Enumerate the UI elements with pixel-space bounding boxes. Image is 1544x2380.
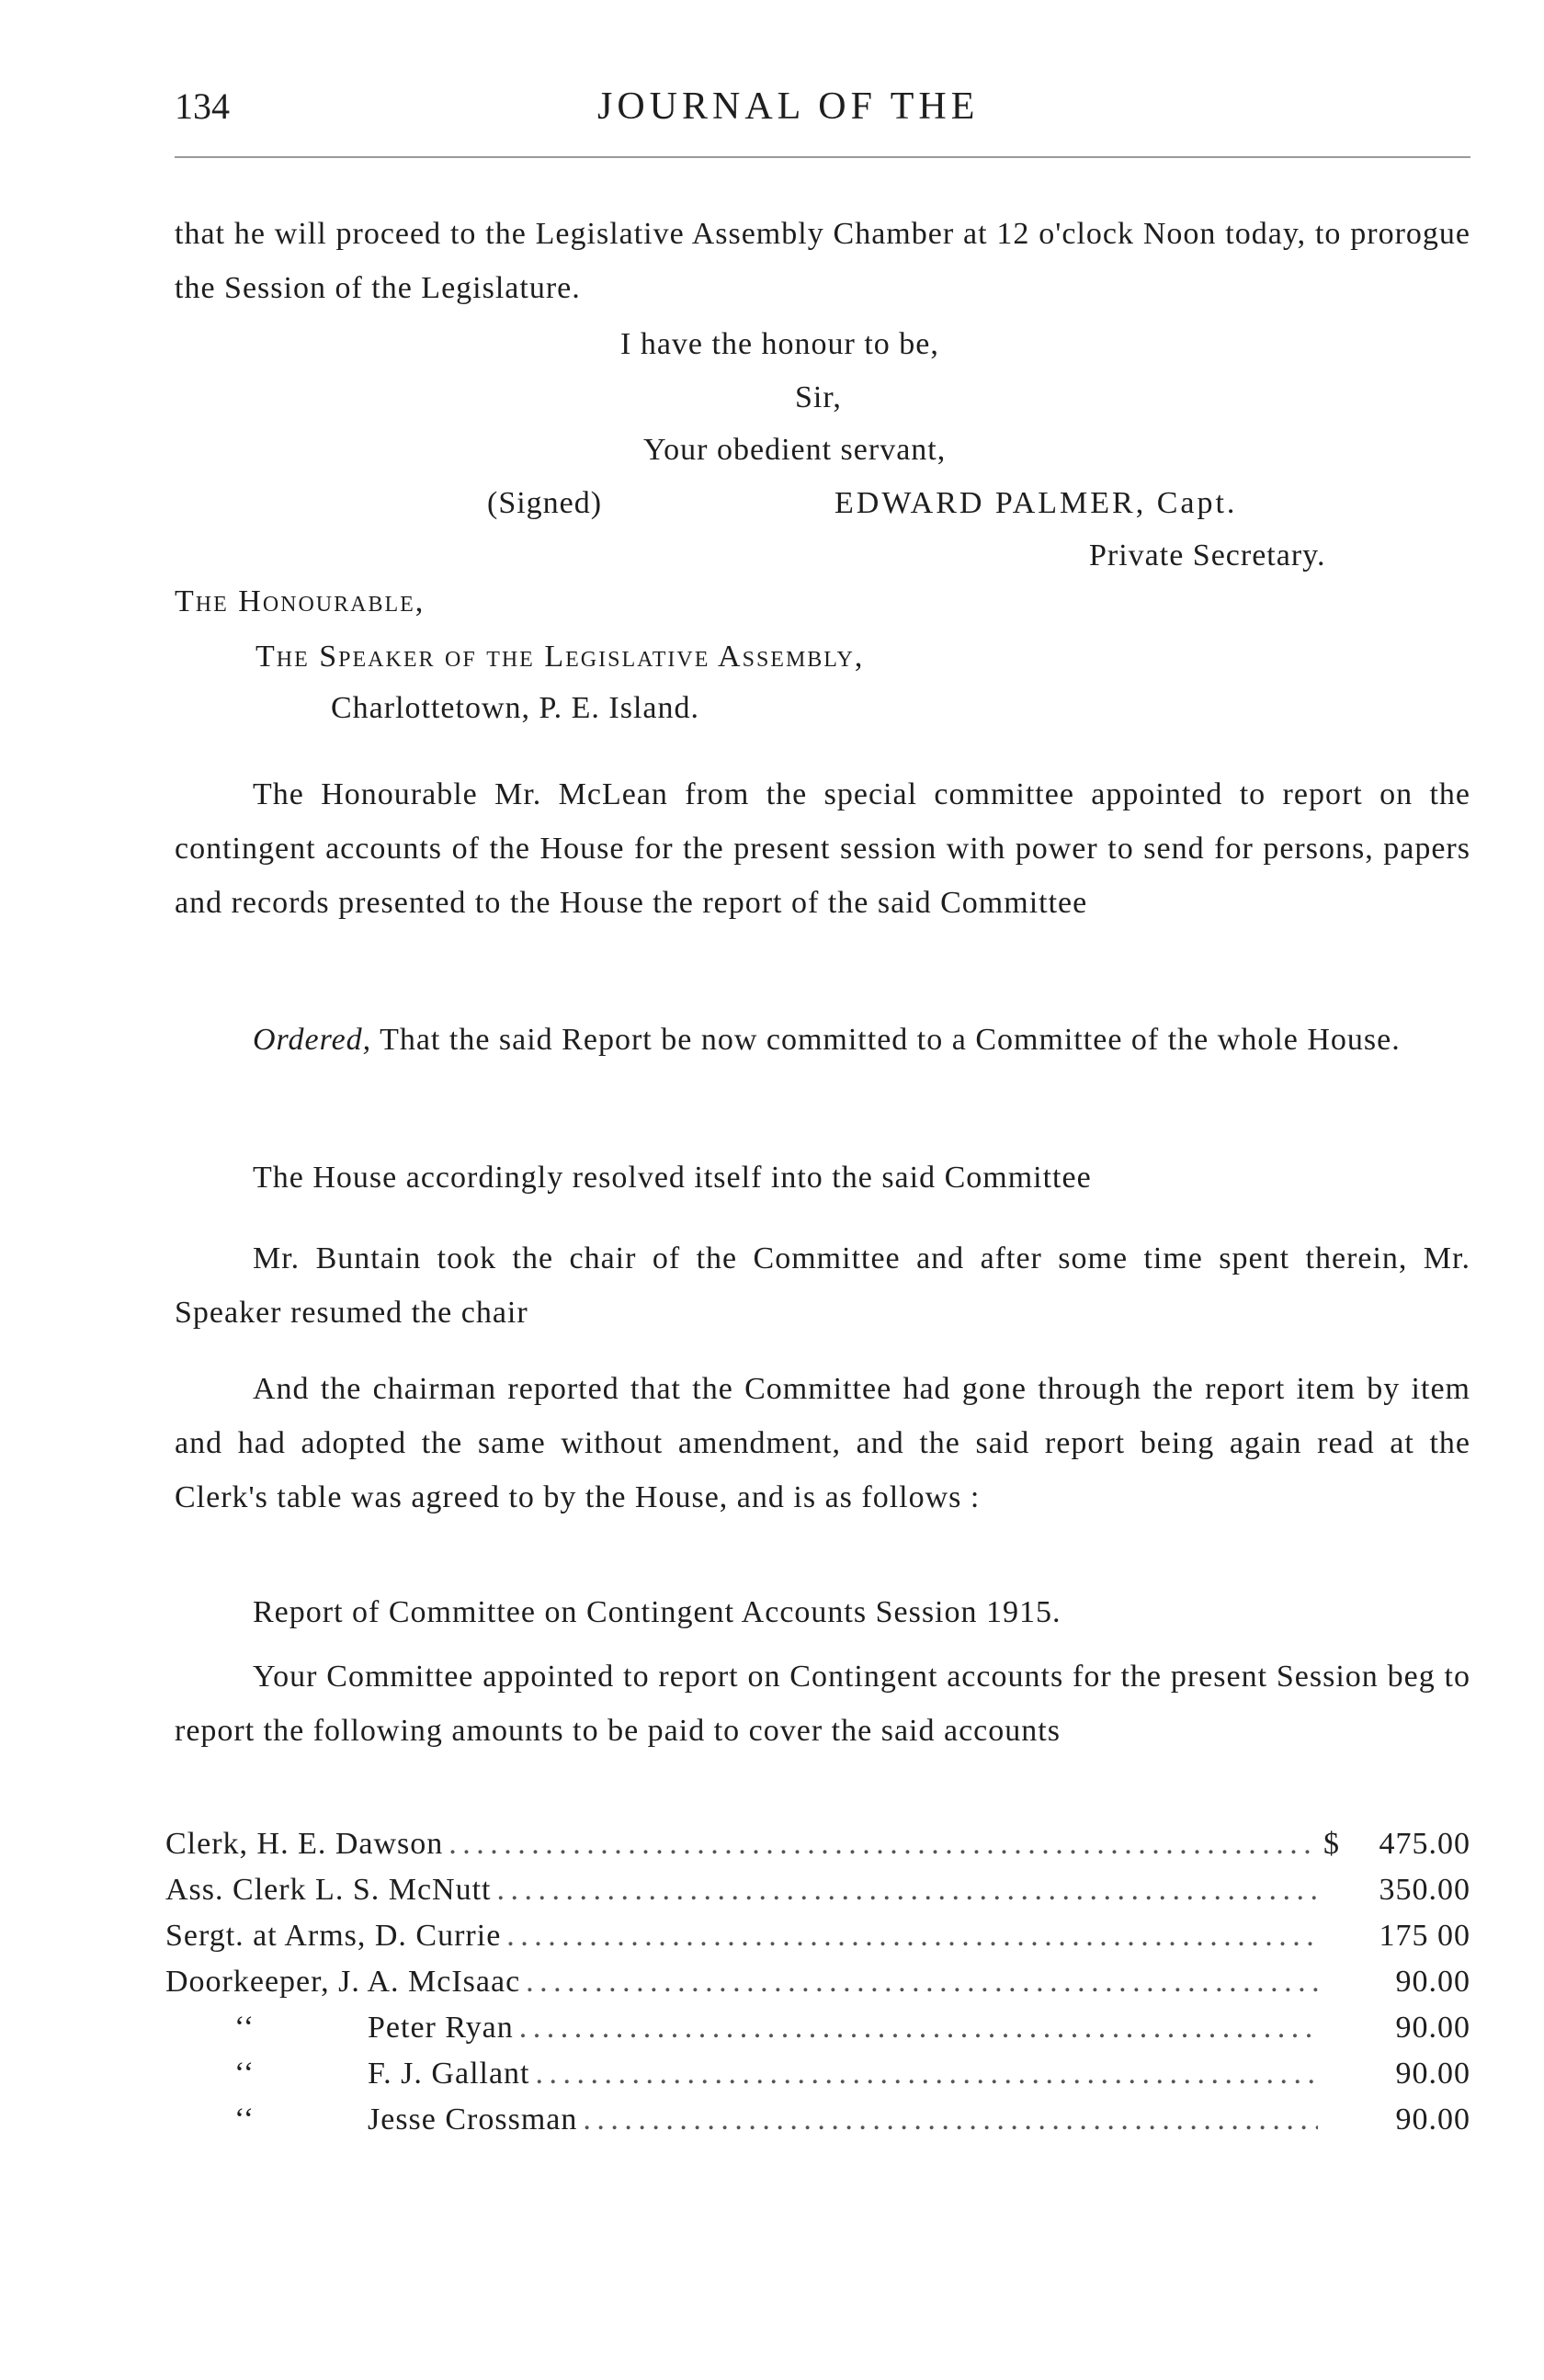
account-label: F. J. Gallant	[368, 2057, 530, 2091]
ditto-mark: ‘‘	[234, 2057, 255, 2091]
dot-leader	[583, 2102, 1318, 2137]
letter-closing-sir: Sir,	[795, 380, 842, 414]
letter-closing-servant: Your obedient servant,	[643, 433, 947, 467]
signatory-title: Private Secretary.	[1089, 538, 1326, 572]
account-row	[165, 1873, 1470, 1919]
account-amount: 90.00	[1395, 2011, 1470, 2045]
paragraph-committee-report: The Honourable Mr. McLean from the special committee appointed to report on the contingent accounts of the House for the present session with power to send for persons, papers and records presented to the House the report of the said Committee	[175, 777, 1470, 920]
account-label: Doorkeeper, J. A. McIsaac	[165, 1965, 521, 1999]
accounts-list	[165, 1827, 1470, 2148]
account-row	[165, 1827, 1470, 1873]
address-line-3: Charlottetown, P. E. Island.	[331, 691, 700, 725]
account-label: Peter Ryan	[368, 2011, 514, 2045]
account-amount: 90.00	[1395, 1965, 1470, 1999]
account-row	[165, 2011, 1470, 2057]
dot-leader	[506, 1919, 1318, 1954]
ordered-label: Ordered,	[253, 1023, 372, 1057]
paragraph-report-title: Report of Committee on Contingent Accounts Session 1915.	[253, 1595, 1062, 1629]
page-number: 134	[175, 85, 230, 127]
paragraph-ordered	[175, 1013, 1470, 1067]
account-row	[165, 1919, 1470, 1965]
ditto-mark: ‘‘	[234, 2011, 255, 2045]
dot-leader	[526, 1965, 1318, 2000]
header-rule	[175, 156, 1470, 158]
address-line-1: The Honourable,	[175, 584, 426, 618]
dot-leader	[497, 1873, 1319, 1908]
currency-symbol: $	[1323, 1827, 1340, 1861]
signed-label: (Signed)	[487, 486, 603, 520]
address-line-2: The Speaker of the Legislative Assembly,	[255, 640, 865, 674]
dot-leader	[519, 2011, 1318, 2046]
running-title: JOURNAL OF THE	[597, 85, 980, 128]
account-row	[165, 2102, 1470, 2148]
account-label: Sergt. at Arms, D. Currie	[165, 1919, 502, 1953]
account-amount: 175 00	[1379, 1919, 1470, 1953]
account-amount: 475.00	[1379, 1827, 1470, 1861]
page-header	[175, 85, 1470, 140]
account-amount: 350.00	[1379, 1873, 1470, 1907]
account-amount: 90.00	[1395, 2057, 1470, 2091]
account-label: Clerk, H. E. Dawson	[165, 1827, 444, 1861]
dot-leader	[536, 2057, 1319, 2091]
paragraph-committee-appointed: Your Committee appointed to report on Contingent accounts for the present Session beg to report the following amounts to be paid to cover the said accounts	[175, 1660, 1470, 1748]
account-row	[165, 2057, 1470, 2102]
ditto-mark: ‘‘	[234, 2102, 255, 2136]
paragraph-chairman-reported: And the chairman reported that the Committee had gone through the report item by item and had adopted the same without amendment, and the said report being again read at the Clerk's table was agreed to by the House, and is as follows :	[175, 1372, 1470, 1514]
ordered-text: That the said Report be now committed to a Committee of the whole House.	[371, 1023, 1401, 1057]
account-amount: 90.00	[1395, 2102, 1470, 2136]
letter-closing-honour: I have the honour to be,	[620, 327, 939, 361]
dot-leader	[448, 1827, 1318, 1862]
signatory-name: EDWARD PALMER, Capt.	[834, 486, 1238, 520]
account-label: Ass. Clerk L. S. McNutt	[165, 1873, 492, 1907]
account-label: Jesse Crossman	[368, 2102, 578, 2136]
letter-body: that he will proceed to the Legislative Assembly Chamber at 12 o'clock Noon today, to prorogue the Session of the Legislature.	[175, 217, 1470, 305]
account-row	[165, 1965, 1470, 2011]
paragraph-chair: Mr. Buntain took the chair of the Committee and after some time spent therein, Mr. Speaker resumed the chair	[175, 1241, 1470, 1330]
paragraph-resolved: The House accordingly resolved itself into the said Committee	[253, 1161, 1092, 1195]
